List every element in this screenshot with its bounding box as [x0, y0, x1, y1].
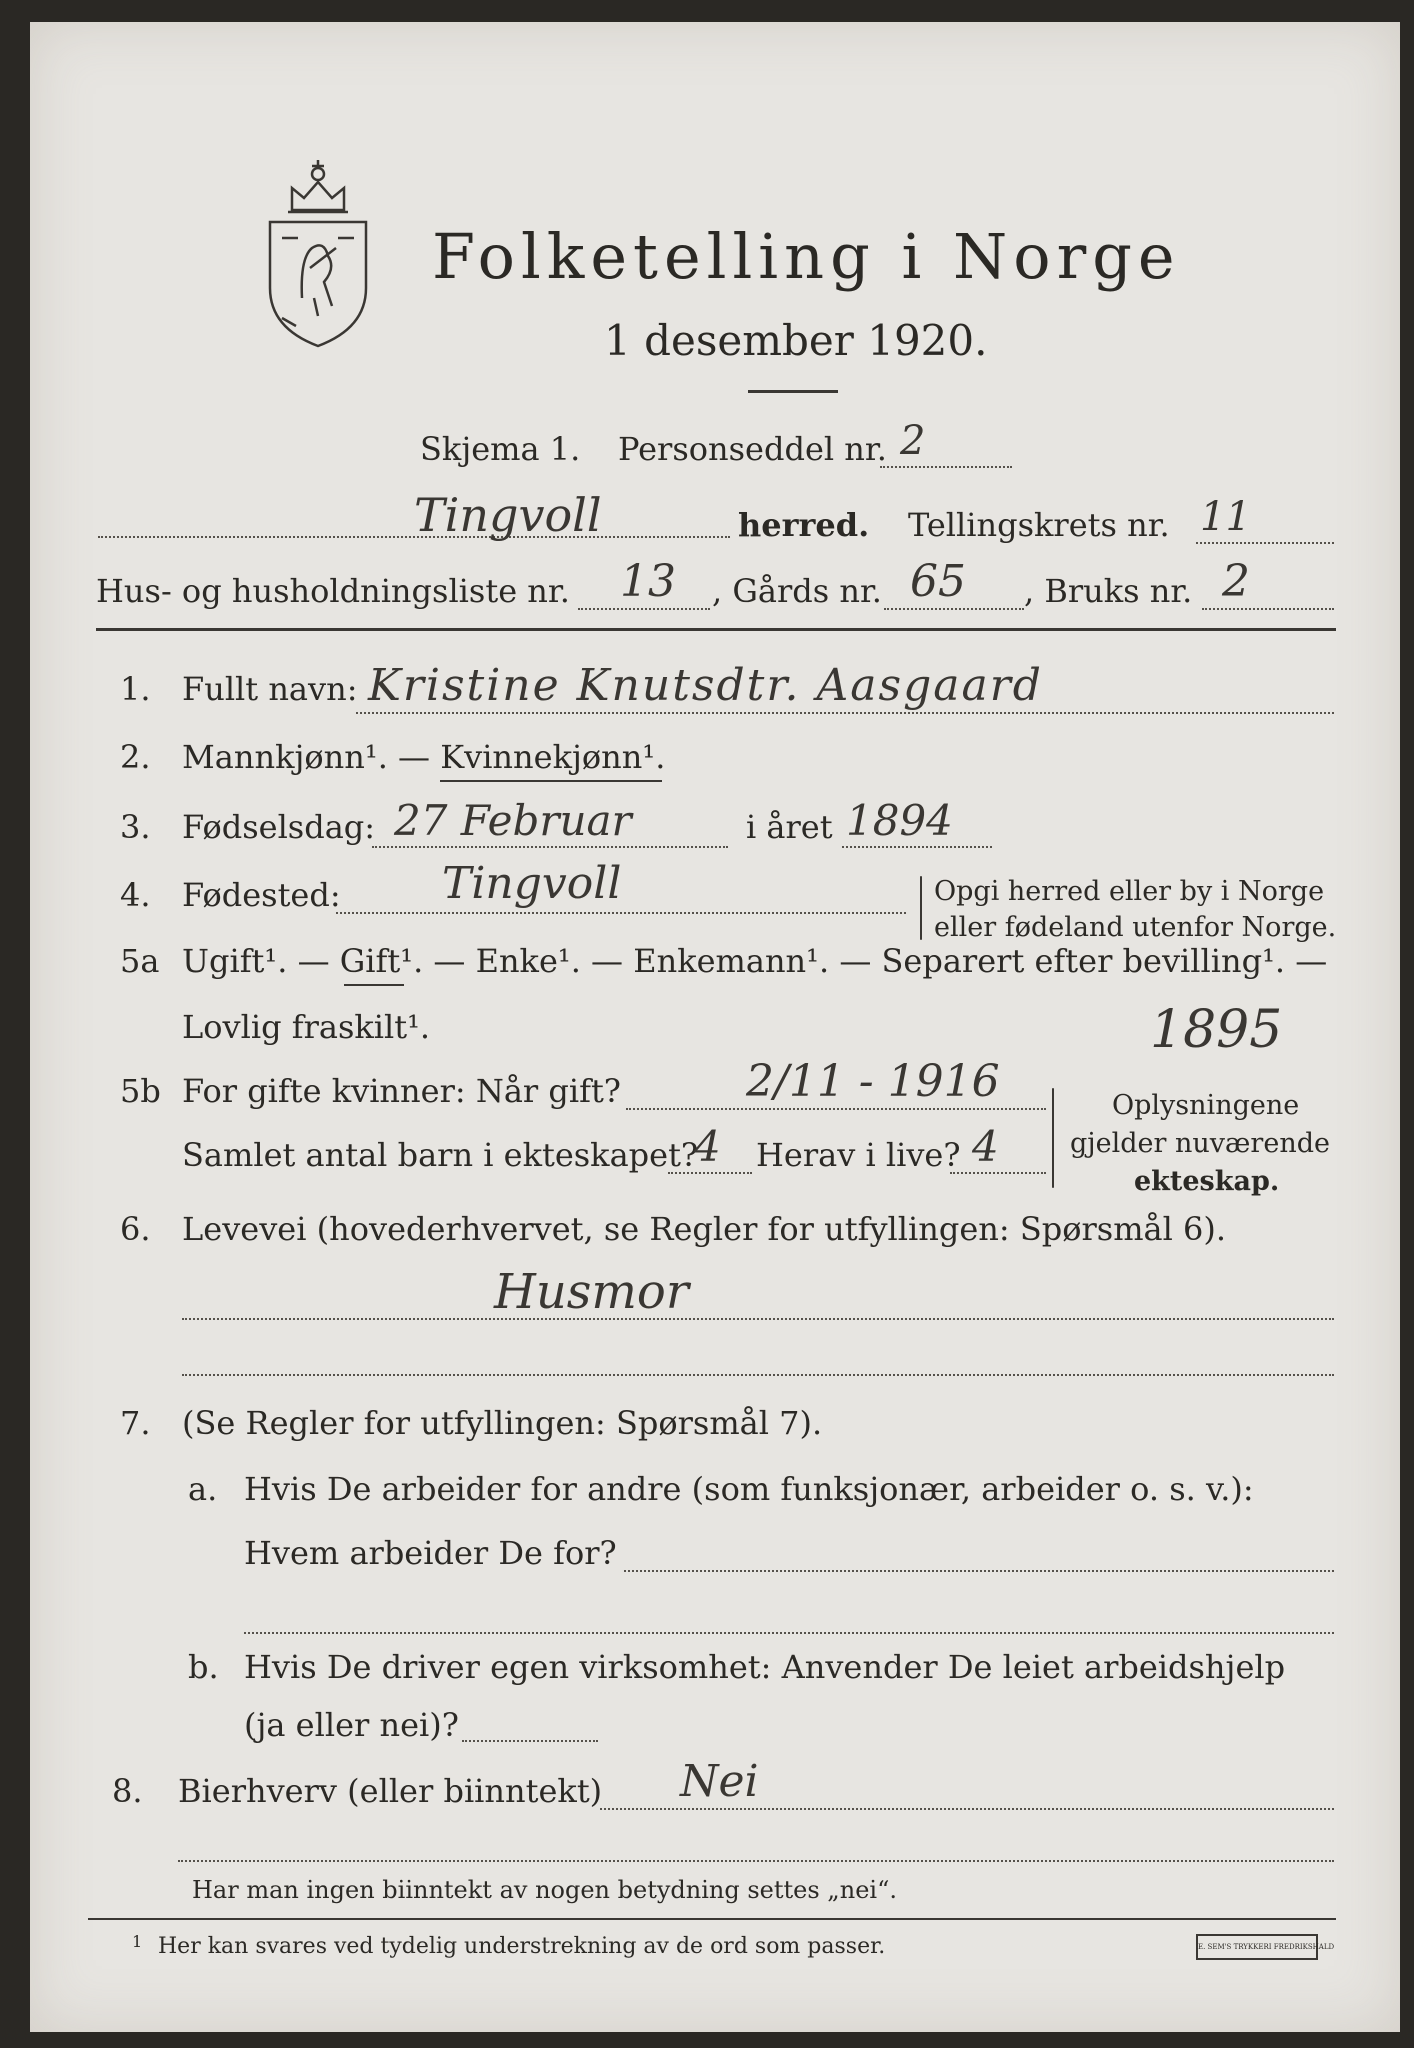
bruks-value: 2	[1222, 556, 1250, 607]
alive-value: 4	[972, 1122, 999, 1171]
tellingskrets-line	[1196, 542, 1334, 544]
form-title: Folketelling i Norge	[432, 220, 1181, 293]
birthplace-line	[336, 912, 906, 914]
footnote-mark: 1	[132, 1932, 143, 1951]
gards-line	[884, 608, 1024, 610]
children-line	[668, 1172, 752, 1174]
q4-note-line2: eller fødeland utenfor Norge.	[934, 912, 1337, 943]
q1-number: 1.	[120, 670, 151, 708]
tellingskrets-value: 11	[1200, 494, 1251, 540]
herred-value: Tingvoll	[414, 488, 602, 542]
hus-line	[578, 608, 710, 610]
printer-stamp: E. SEM'S TRYKKERI FREDRIKSHALD	[1196, 1934, 1318, 1960]
q3-number: 3.	[120, 808, 151, 846]
when-married-label: For gifte kvinner: Når gift?	[182, 1072, 621, 1110]
q6-label: Levevei (hovederhvervet, se Regler for utfyllingen: Spørsmål 6).	[182, 1210, 1227, 1248]
full-name-value: Kristine Knutsdtr. Aasgaard	[368, 660, 1043, 711]
q8-note: Har man ingen biinntekt av nogen betydning settes „nei“.	[192, 1876, 897, 1904]
hus-value: 13	[620, 556, 676, 607]
personseddel-line	[880, 466, 1012, 468]
marital-status-line2: Lovlig fraskilt¹.	[182, 1008, 431, 1046]
q2-number: 2.	[120, 738, 151, 776]
herred-label: herred.	[738, 506, 870, 544]
when-married-value: 2/11 - 1916	[746, 1056, 1000, 1107]
q8-label: Bierhverv (eller biinntekt)	[178, 1772, 603, 1810]
hired-help-line	[462, 1740, 598, 1742]
birth-year-value: 1894	[846, 796, 953, 845]
employer-line	[624, 1570, 1334, 1572]
q5b-note-line1: Oplysningene	[1112, 1090, 1300, 1121]
when-married-line	[626, 1108, 1046, 1110]
q5b-number: 5b	[120, 1072, 161, 1110]
occupation-line	[182, 1318, 1334, 1320]
q6-number: 6.	[120, 1210, 151, 1248]
alive-line	[950, 1172, 1046, 1174]
census-date: 1 desember 1920.	[604, 316, 988, 365]
q5b-note-brace	[1052, 1088, 1054, 1188]
personseddel-value: 2	[900, 418, 926, 464]
children-value: 4	[694, 1122, 721, 1171]
q3-label: Fødselsdag:	[182, 808, 376, 846]
q7a-letter: a.	[188, 1470, 218, 1508]
q8-number: 8.	[112, 1772, 143, 1810]
birth-year-line	[842, 846, 992, 848]
q4-note-brace	[920, 876, 922, 940]
q1-label: Fullt navn:	[182, 670, 358, 708]
birth-year-label: i året	[746, 808, 833, 846]
alive-label: Herav i live?	[756, 1136, 961, 1174]
birthdate-line	[372, 846, 728, 848]
q7b-letter: b.	[188, 1648, 219, 1686]
personseddel-label: Personseddel nr.	[618, 430, 887, 468]
header-rule	[96, 628, 1336, 631]
q5b-note-line2: gjelder nuværende	[1070, 1128, 1330, 1159]
bruks-line	[1202, 608, 1334, 610]
q7b-line2: (ja eller nei)?	[244, 1706, 459, 1744]
q7-label: (Se Regler for utfyllingen: Spørsmål 7).	[182, 1404, 823, 1442]
occupation-value: Husmor	[494, 1264, 689, 1320]
footnote-text: Her kan svares ved tydelig understrekning av de ord som passer.	[158, 1934, 886, 1959]
gards-label: , Gårds nr.	[712, 572, 882, 610]
footnote-rule	[88, 1918, 1336, 1920]
q7a-line2: Hvem arbeider De for?	[244, 1534, 617, 1572]
hus-label: Hus- og husholdningsliste nr.	[96, 572, 570, 610]
title-divider	[748, 390, 838, 393]
q1-line	[356, 712, 1334, 714]
marital-status-options: Ugift¹. — Gift¹. — Enke¹. — Enkemann¹. — Separert efter bevilling¹. —	[182, 942, 1328, 980]
birthdate-value: 27 Februar	[394, 796, 632, 845]
birthplace-value: Tingvoll	[442, 858, 622, 909]
bruks-label: , Bruks nr.	[1024, 572, 1193, 610]
q5b-note-line3: ekteskap.	[1134, 1166, 1280, 1197]
side-income-line	[600, 1808, 1334, 1810]
q4-note-line1: Opgi herred eller by i Norge	[934, 876, 1325, 907]
side-income-line-2	[178, 1860, 1334, 1862]
q7a-line1: Hvis De arbeider for andre (som funksjonær, arbeider o. s. v.):	[244, 1470, 1254, 1508]
occupation-line-2	[182, 1374, 1334, 1376]
q7b-line1: Hvis De driver egen virksomhet: Anvender De leiet arbeidshjelp	[244, 1648, 1286, 1686]
coat-of-arms-icon	[262, 148, 374, 350]
q4-label: Fødested:	[182, 876, 341, 914]
gards-value: 65	[910, 556, 966, 607]
q7-number: 7.	[120, 1404, 151, 1442]
q5a-number: 5a	[120, 942, 160, 980]
gender-options: Mannkjønn¹. — Kvinnekjønn¹.	[182, 738, 666, 776]
side-income-value: Nei	[680, 1756, 759, 1807]
employer-line-2	[244, 1632, 1334, 1634]
children-label: Samlet antal barn i ekteskapet?	[182, 1136, 699, 1174]
schema-label: Skjema 1.	[420, 430, 581, 468]
q4-number: 4.	[120, 876, 151, 914]
margin-note-year: 1895	[1150, 1000, 1283, 1060]
gift-underline	[344, 984, 404, 986]
tellingskrets-label: Tellingskrets nr.	[908, 506, 1170, 544]
kvinnekjonn-underline	[440, 780, 662, 782]
